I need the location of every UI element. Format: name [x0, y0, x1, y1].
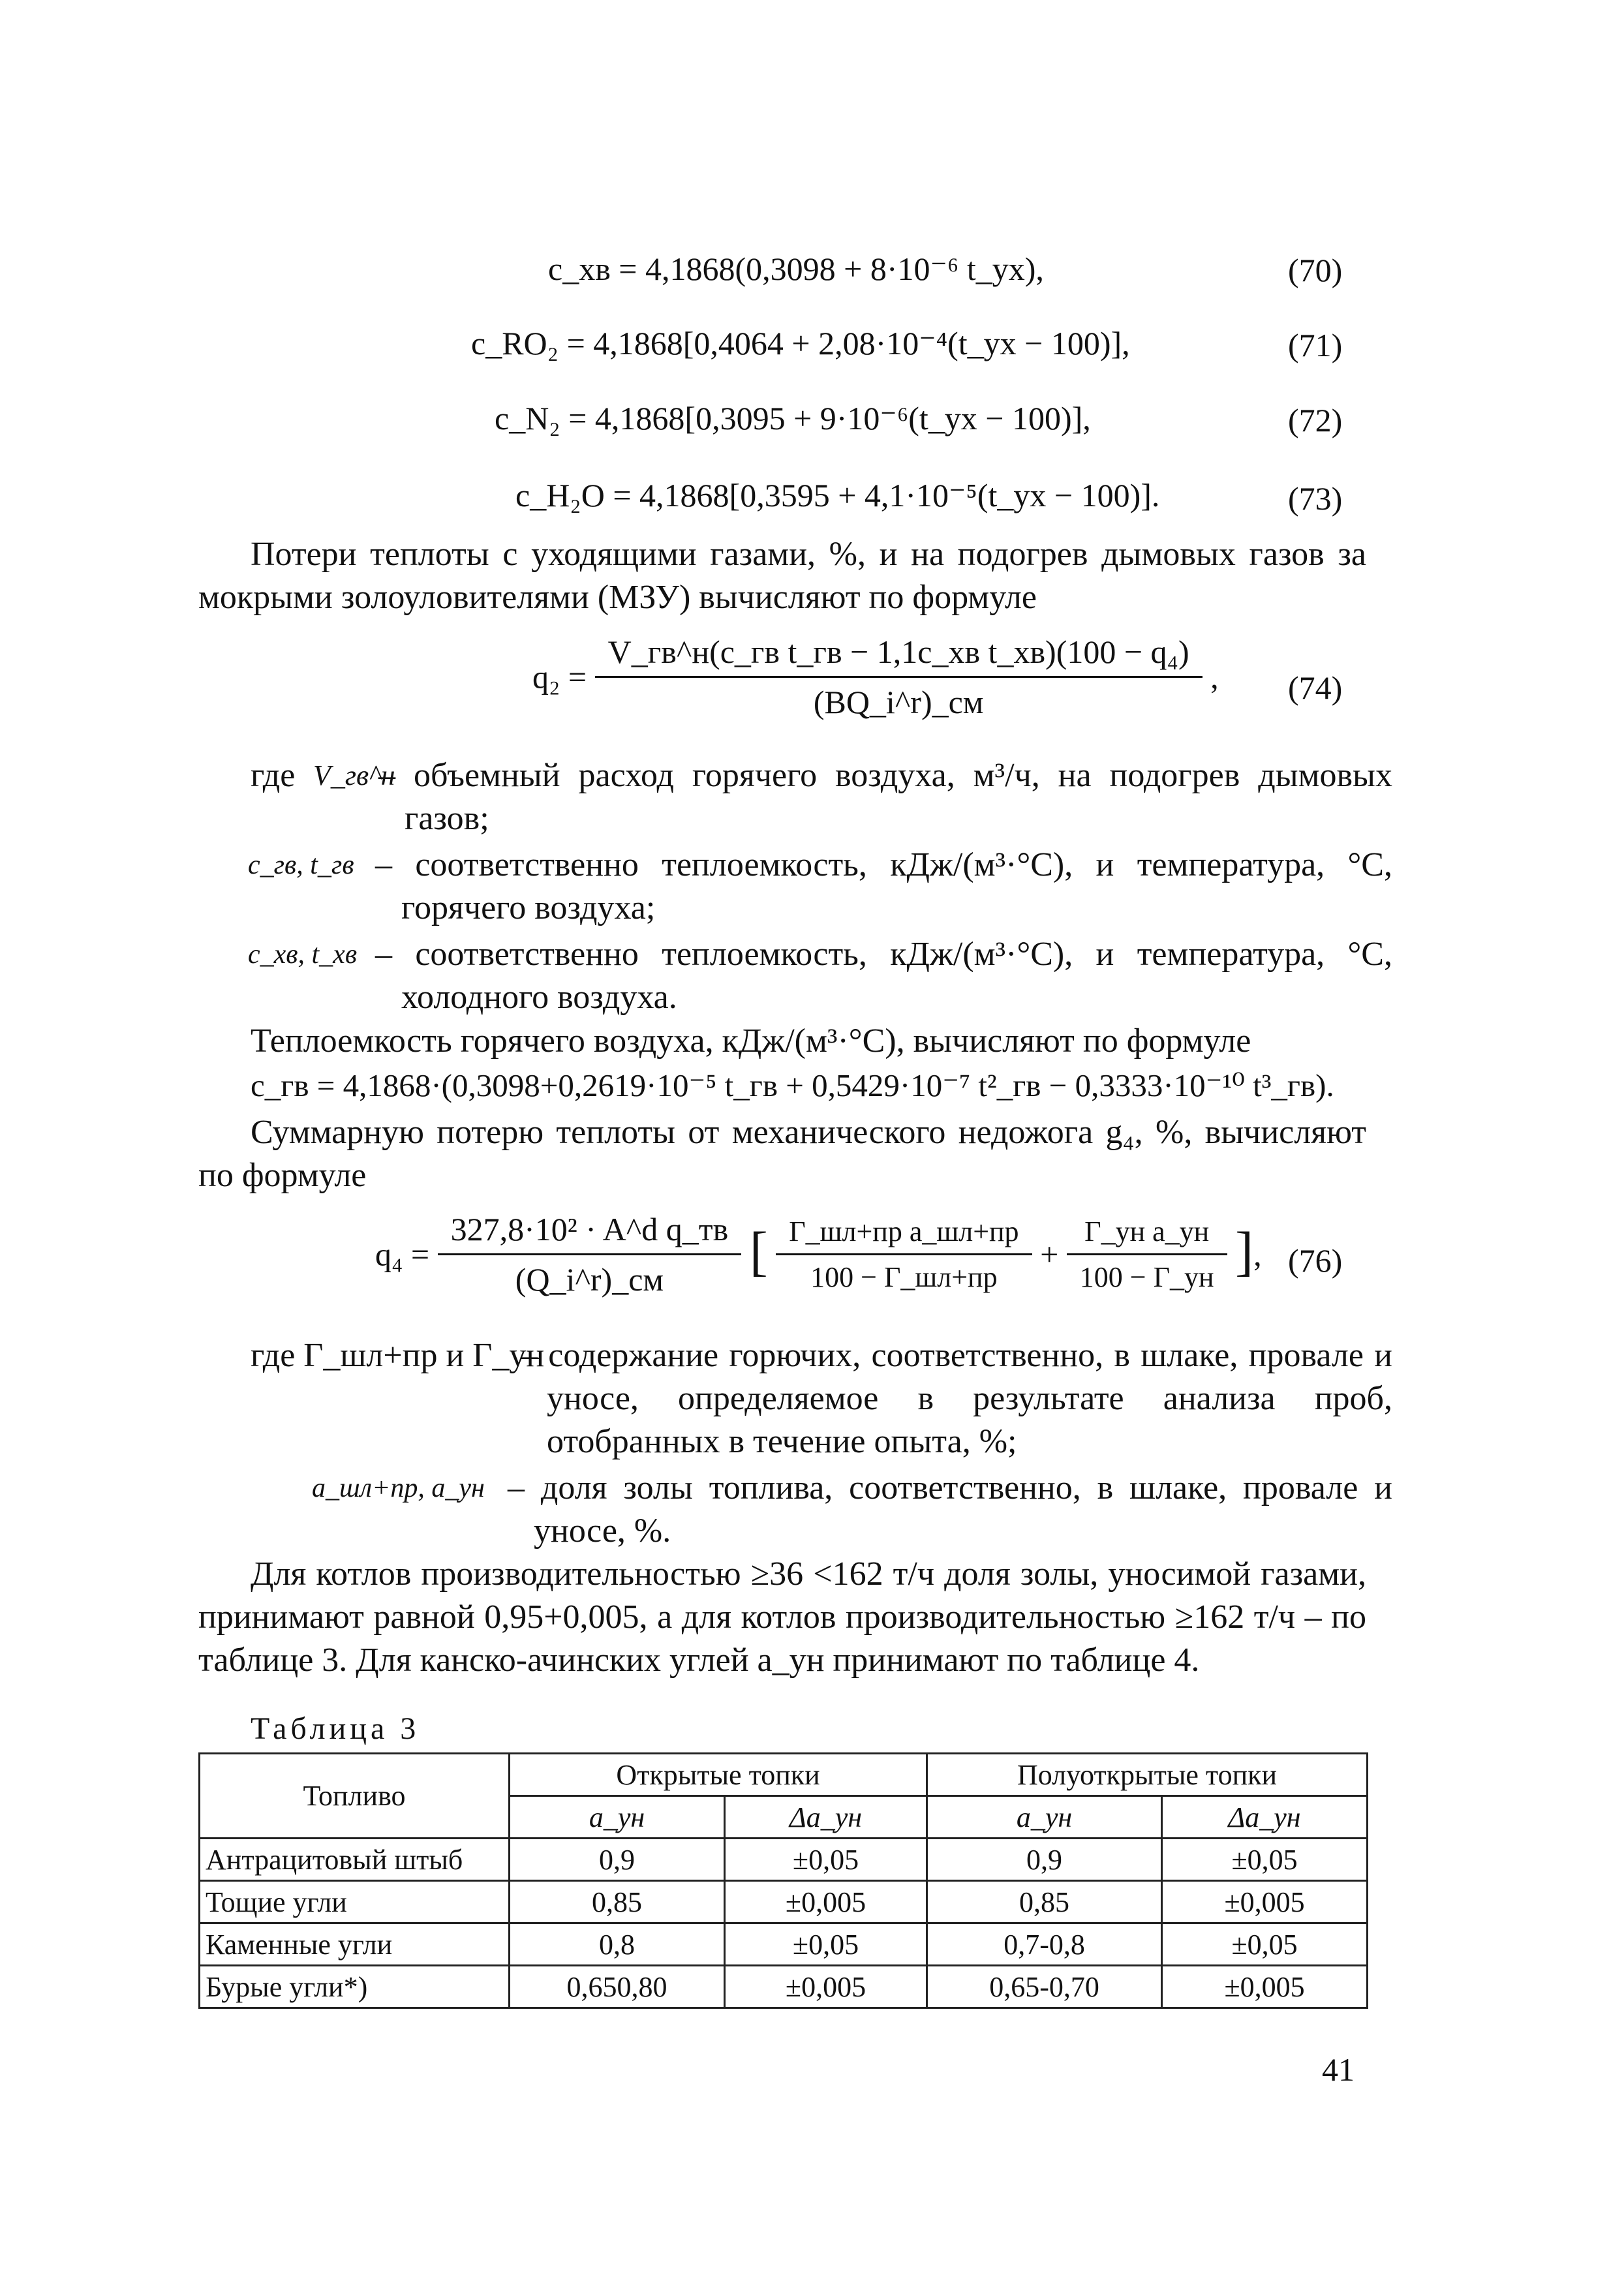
eq-number-74: (74) [1288, 669, 1343, 706]
where1-sym-2: c_хв, t_хв [248, 940, 358, 970]
paragraph-boilers: Для котлов производительностью ≥36 <162 т/ч доля золы, уносимой газами, принимают равной 0,95+0,005, а для котлов производительностью ≥162 т/ч – по таблице 3. Для канско-ачинских углей a_ун принимают по таблице 4. [198, 1555, 1366, 1679]
where2-text-0: – содержание горючих, соответственно, в шлаке, провале и уносе, определяемое в результате анализа проб, отобранных в течение опыта, %; [521, 1337, 1392, 1460]
formula-70: c_хв = 4,1868(0,3098 + 8·10⁻⁶ t_ух), [548, 251, 1044, 287]
table-subheader-a-open: a_ун [510, 1796, 725, 1839]
eq-number-72: (72) [1288, 402, 1343, 438]
formula-74-denominator: (BQ_i^r)_см [813, 684, 984, 720]
table-caption: Таблица 3 [251, 1711, 420, 1746]
where2-sym-1: a_шл+пр, a_ун [312, 1473, 485, 1503]
where1-text-1: – соответственно теплоемкость, кДж/(м³·°С), и температура, °С, горячего воздуха; [375, 846, 1392, 926]
formula-76-bracket-open: [ [749, 1221, 768, 1282]
table-cell: 0,65-0,70 [927, 1966, 1162, 2008]
table-subheader-a-semi: a_ун [927, 1796, 1162, 1839]
table-cell: ±0,005 [725, 1966, 927, 2008]
eq-number-70: (70) [1288, 252, 1343, 288]
table-cell: 0,85 [510, 1881, 725, 1923]
table-cell-fuel: Каменные угли [200, 1923, 510, 1966]
formula-76-denominator-2: 100 − Г_шл+пр [810, 1261, 998, 1293]
table-cell: ±0,05 [1162, 1839, 1368, 1881]
paragraph-heat-capacity: Теплоемкость горячего воздуха, кДж/(м³·°С), вычисляют по формуле [251, 1022, 1251, 1060]
eq-number-71: (71) [1288, 327, 1343, 363]
formula-76-fraction-1 [438, 1210, 742, 1298]
table-3 [198, 1752, 1368, 2009]
formula-76-denominator-3: 100 − Г_ун [1079, 1261, 1214, 1293]
formula-74-numerator: V_гв^н(c_гв t_гв − 1,1c_хв t_хв)(100 − q₄) [595, 633, 1203, 678]
formula-76-comma: , [1253, 1236, 1262, 1273]
formula-72: c_N₂ = 4,1868[0,3095 + 9·10⁻⁶(t_ух − 100)], [495, 400, 1091, 436]
formula-74-fraction [595, 633, 1203, 721]
formula-74 [532, 633, 1219, 721]
where2-text-1: – доля золы топлива, соответственно, в шлаке, провале и уносе, %. [508, 1469, 1392, 1550]
table-cell: ±0,05 [1162, 1923, 1368, 1966]
where1-text-2: – соответственно теплоемкость, кДж/(м³·°С), и температура, °С, холодного воздуха. [375, 936, 1392, 1016]
table-cell-fuel: Тощие угли [200, 1881, 510, 1923]
paragraph-losses-intro: Потери теплоты с уходящими газами, %, и на подогрев дымовых газов за мокрыми золоуловителями (МЗУ) вычисляют по формуле [198, 536, 1366, 616]
table-cell: ±0,005 [725, 1881, 927, 1923]
table-cell: 0,9 [510, 1839, 725, 1881]
table-row [200, 1923, 1368, 1966]
formula-73: c_H₂O = 4,1868[0,3595 + 4,1·10⁻⁵(t_ух − 100)]. [515, 477, 1160, 513]
formula-76-numerator-1: 327,8·10² · A^d q_тв [438, 1210, 742, 1255]
formula-76 [375, 1210, 1262, 1298]
formula-76-fraction-2 [776, 1215, 1032, 1294]
table-row [200, 1881, 1368, 1923]
table-subheader-da-semi: Δa_ун [1162, 1796, 1368, 1839]
page-number: 41 [1322, 2051, 1355, 2088]
table-cell: 0,7-0,8 [927, 1923, 1162, 1966]
formula-76-numerator-3: Г_ун a_ун [1067, 1215, 1227, 1255]
formula-76-numerator-2: Г_шл+пр a_шл+пр [776, 1215, 1032, 1255]
eq-number-76: (76) [1288, 1242, 1343, 1279]
table-header-row-1 [200, 1754, 1368, 1796]
formula-76-fraction-3 [1067, 1215, 1227, 1294]
table-cell: 0,650,80 [510, 1966, 725, 2008]
table-cell: ±0,05 [725, 1923, 927, 1966]
formula-71: c_RO₂ = 4,1868[0,4064 + 2,08·10⁻⁴(t_ух − 100)], [471, 325, 1130, 361]
where1-intro: где [251, 757, 296, 794]
table-row [200, 1839, 1368, 1881]
formula-74-lhs: q₂ = [532, 658, 587, 695]
table-cell: ±0,005 [1162, 1881, 1368, 1923]
formula-76-plus: + [1040, 1236, 1059, 1273]
where1-sym-1: c_гв, t_гв [248, 850, 354, 880]
eq-number-73: (73) [1288, 480, 1343, 517]
table-header-fuel: Топливо [200, 1754, 510, 1839]
table-cell-fuel: Бурые угли*) [200, 1966, 510, 2008]
table-subheader-da-open: Δa_ун [725, 1796, 927, 1839]
table-cell: ±0,005 [1162, 1966, 1368, 2008]
where2-intro: где Г_шл+пр и Г_ун [251, 1337, 545, 1374]
formula-76-denominator-1: (Q_i^r)_см [515, 1261, 664, 1298]
formula-76-bracket-close: ] [1235, 1221, 1254, 1282]
table-cell-fuel: Антрацитовый штыб [200, 1839, 510, 1881]
paragraph-mech-loss: Суммарную потерю теплоты от механического недожога g₄, %, вычисляют по формуле [198, 1114, 1366, 1194]
formula-74-comma: , [1210, 658, 1219, 695]
table-cell: 0,8 [510, 1923, 725, 1966]
table-row [200, 1966, 1368, 2008]
table-header-semi-open: Полуоткрытые топки [927, 1754, 1368, 1796]
table-cell: 0,85 [927, 1881, 1162, 1923]
where1-text-0: – объемный расход горячего воздуха, м³/ч, на подогрев дымовых газов; [378, 757, 1392, 837]
table-cell: 0,9 [927, 1839, 1162, 1881]
table-cell: ±0,05 [725, 1839, 927, 1881]
formula-75: c_гв = 4,1868·(0,3098+0,2619·10⁻⁵ t_гв + 0,5429·10⁻⁷ t²_гв − 0,3333·10⁻¹⁰ t³_гв). [251, 1067, 1334, 1103]
table-header-open: Открытые топки [510, 1754, 927, 1796]
formula-76-lhs: q₄ = [375, 1236, 430, 1273]
where1-sym-0: V_гв^н [313, 759, 395, 791]
